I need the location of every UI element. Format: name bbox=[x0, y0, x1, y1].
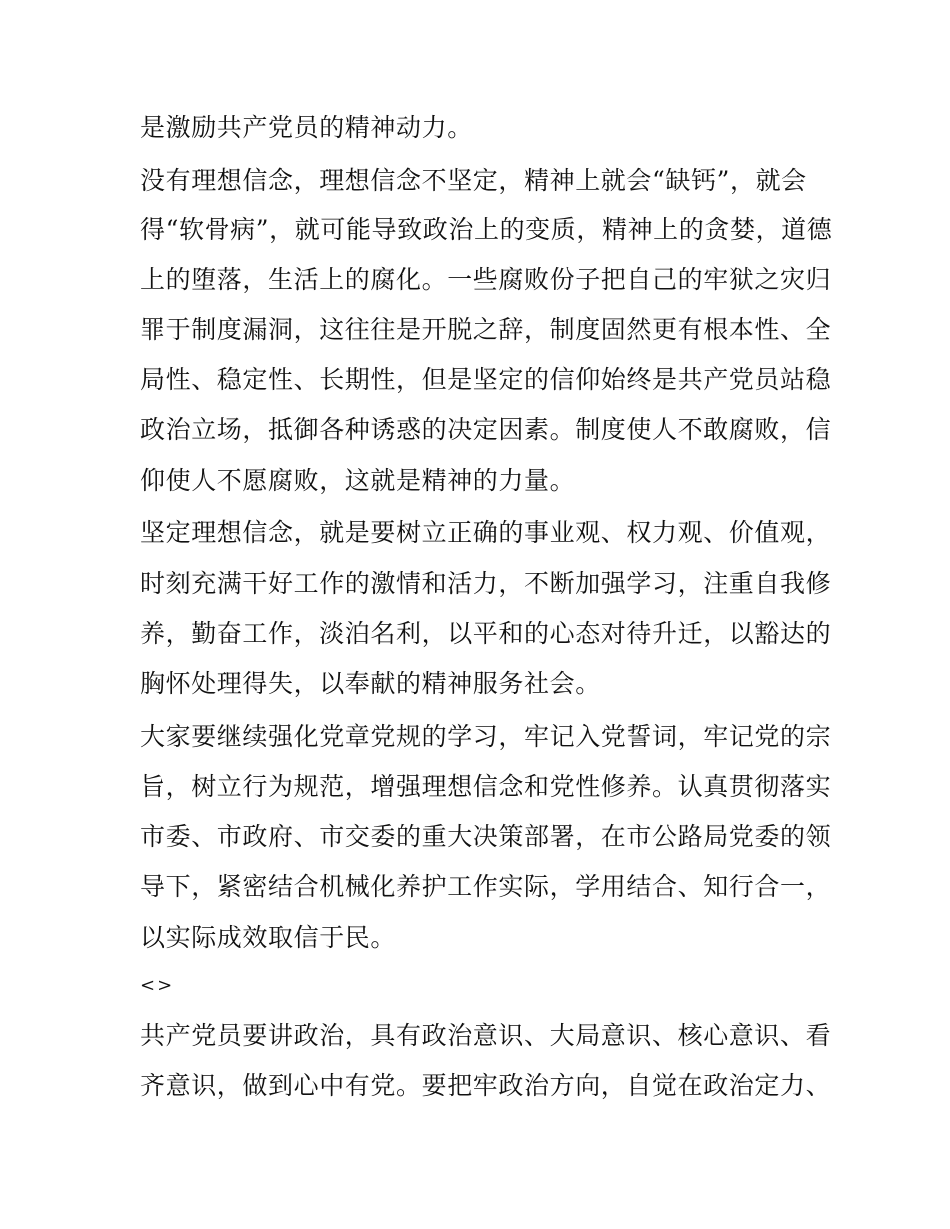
text-line: 政治立场，抵御各种诱惑的决定因素。制度使人不敢腐败，信 bbox=[140, 415, 832, 444]
text-line: 齐意识，做到心中有党。要把牢政治方向，自觉在政治定力、 bbox=[140, 1071, 832, 1100]
text-line: 导下，紧密结合机械化养护工作实际，学用结合、知行合一， bbox=[140, 872, 832, 901]
text-line: 没有理想信念，理想信念不坚定，精神上就会“缺钙”，就会 bbox=[140, 166, 807, 195]
text-line: 旨，树立行为规范，增强理想信念和党性修养。认真贯彻落实 bbox=[140, 772, 832, 801]
text-line: 共产党员要讲政治，具有政治意识、大局意识、核心意识、看 bbox=[140, 1021, 832, 1050]
text-line: 以实际成效取信于民。 bbox=[140, 923, 397, 952]
text-line: 大家要继续强化党章党规的学习，牢记入党誓词，牢记党的宗 bbox=[140, 722, 832, 751]
text-line: 养，勤奋工作，淡泊名利，以平和的心态对待升迁，以豁达的 bbox=[140, 619, 832, 648]
text-line: 是激励共产党员的精神动力。 bbox=[140, 113, 473, 142]
text-line: 局性、稳定性、长期性，但是坚定的信仰始终是共产党员站稳 bbox=[140, 365, 832, 394]
text-line: 坚定理想信念，就是要树立正确的事业观、权力观、价值观， bbox=[140, 518, 832, 547]
text-line: 罪于制度漏洞，这往往是开脱之辞，制度固然更有根本性、全 bbox=[140, 315, 832, 344]
text-line: 上的堕落，生活上的腐化。一些腐败份子把自己的牢狱之灾归 bbox=[140, 265, 832, 294]
text-line: 仰使人不愿腐败，这就是精神的力量。 bbox=[140, 466, 576, 495]
section-marker: <> bbox=[140, 975, 175, 996]
text-line: 时刻充满干好工作的激情和活力，不断加强学习，注重自我修 bbox=[140, 569, 832, 598]
text-line: 市委、市政府、市交委的重大决策部署，在市公路局党委的领 bbox=[140, 822, 832, 851]
text-line: 胸怀处理得失，以奉献的精神服务社会。 bbox=[140, 669, 601, 698]
text-line: 得“软骨病”，就可能导致政治上的变质，精神上的贪婪，道德 bbox=[140, 215, 833, 244]
